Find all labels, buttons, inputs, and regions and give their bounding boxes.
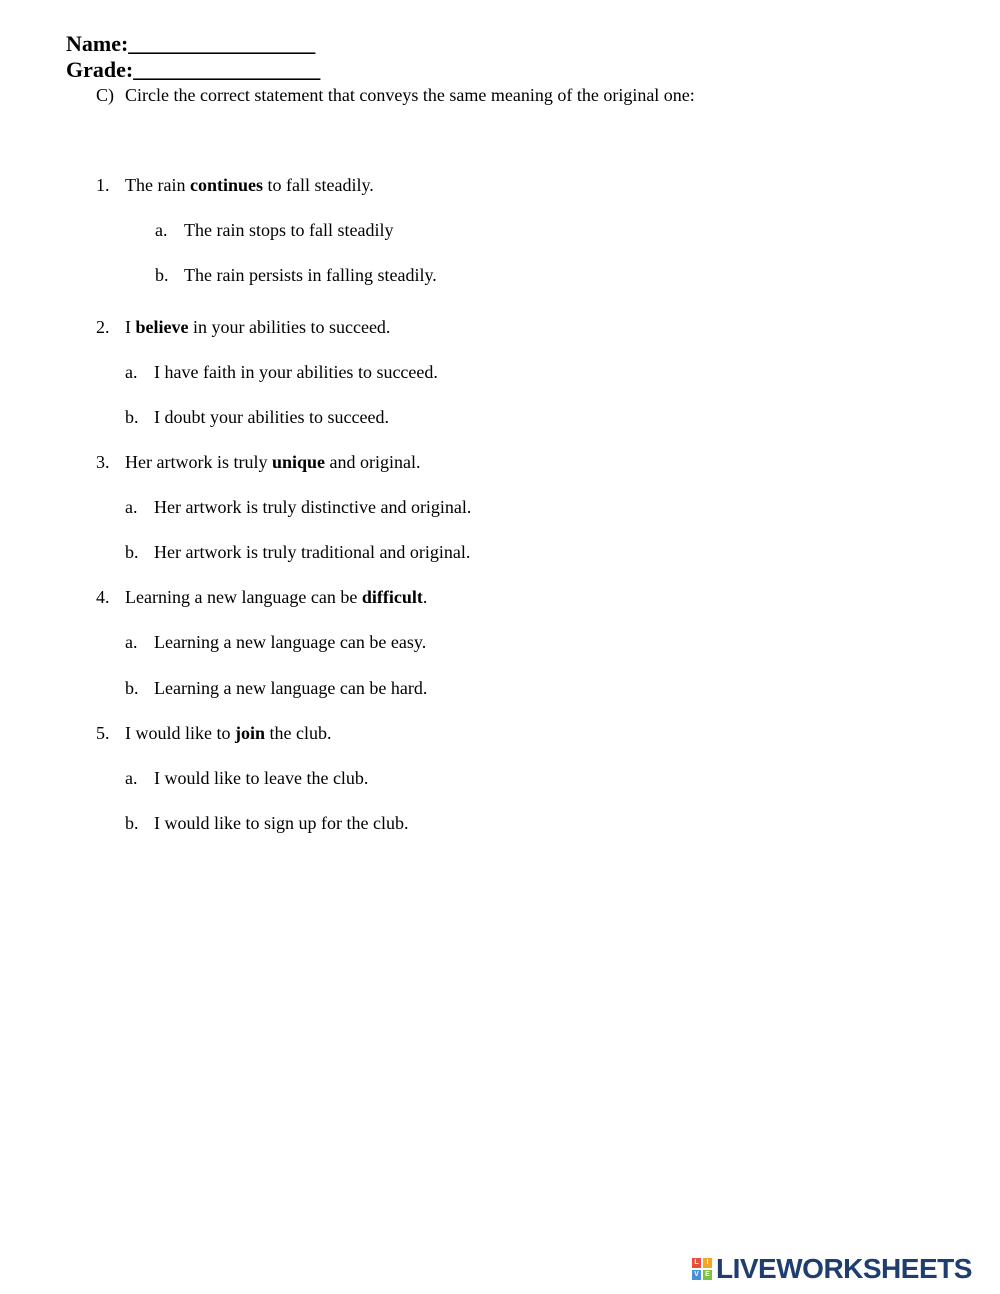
instruction-text: Circle the correct statement that conveys the same meaning of the original one:: [125, 85, 695, 105]
question-keyword: join: [235, 723, 266, 743]
question-text: [125, 451, 421, 473]
option-letter: b.: [125, 542, 139, 562]
question-number: 3.: [96, 452, 110, 472]
question-text-before: Her artwork is truly: [125, 452, 272, 472]
option-letter: a.: [125, 362, 138, 382]
question-text: [125, 316, 390, 338]
question-keyword: believe: [135, 317, 189, 337]
question-keyword: continues: [189, 175, 263, 195]
option-text: I would like to sign up for the club.: [154, 813, 409, 833]
question-number: 4.: [96, 587, 110, 607]
question-keyword: difficult: [361, 587, 423, 607]
question-text-before: Learning a new language can be: [125, 587, 362, 607]
option-text: The rain stops to fall steadily: [184, 220, 394, 240]
grade-field-label: Grade:_________________: [66, 57, 321, 82]
option-letter: b.: [125, 407, 139, 427]
question-text: [125, 722, 332, 744]
instruction-marker: C): [96, 85, 114, 105]
name-field-label: Name:_________________: [66, 31, 316, 56]
question-text-before: I would like to: [125, 723, 235, 743]
question-text: [125, 586, 427, 608]
question-text-before: I: [125, 317, 136, 337]
question-text-after: the club.: [265, 723, 332, 743]
option-text: I would like to leave the club.: [154, 768, 369, 788]
option-letter: b.: [125, 813, 139, 833]
question-number: 5.: [96, 723, 110, 743]
option-text: The rain persists in falling steadily.: [184, 265, 437, 285]
question-number: 1.: [96, 175, 110, 195]
question-number: 2.: [96, 317, 110, 337]
liveworksheets-logo[interactable]: [692, 1254, 972, 1284]
option-letter: b.: [155, 265, 169, 285]
logo-mark-letter: L: [692, 1258, 701, 1268]
option-text: I have faith in your abilities to succeed.: [154, 362, 438, 382]
question-text-after: .: [422, 587, 428, 607]
question-text-before: The rain: [125, 175, 190, 195]
option-text: Her artwork is truly distinctive and original.: [154, 497, 472, 517]
option-text: Her artwork is truly traditional and original.: [154, 542, 471, 562]
logo-mark-letter: V: [692, 1270, 701, 1280]
logo-mark-letter: I: [703, 1258, 712, 1268]
option-letter: a.: [125, 768, 138, 788]
option-letter: a.: [155, 220, 168, 240]
question-text-after: to fall steadily.: [262, 175, 374, 195]
option-text: Learning a new language can be hard.: [154, 678, 428, 698]
option-letter: b.: [125, 678, 139, 698]
question-text: [125, 174, 374, 196]
logo-text: LIVEWORKSHEETS: [716, 1253, 972, 1284]
question-keyword: unique: [271, 452, 326, 472]
question-text-after: and original.: [325, 452, 421, 472]
option-letter: a.: [125, 632, 138, 652]
logo-mark-icon: [692, 1258, 712, 1280]
logo-mark-letter: E: [703, 1270, 712, 1280]
option-letter: a.: [125, 497, 138, 517]
question-text-after: in your abilities to succeed.: [188, 317, 391, 337]
option-text: I doubt your abilities to succeed.: [154, 407, 389, 427]
option-text: Learning a new language can be easy.: [154, 632, 427, 652]
